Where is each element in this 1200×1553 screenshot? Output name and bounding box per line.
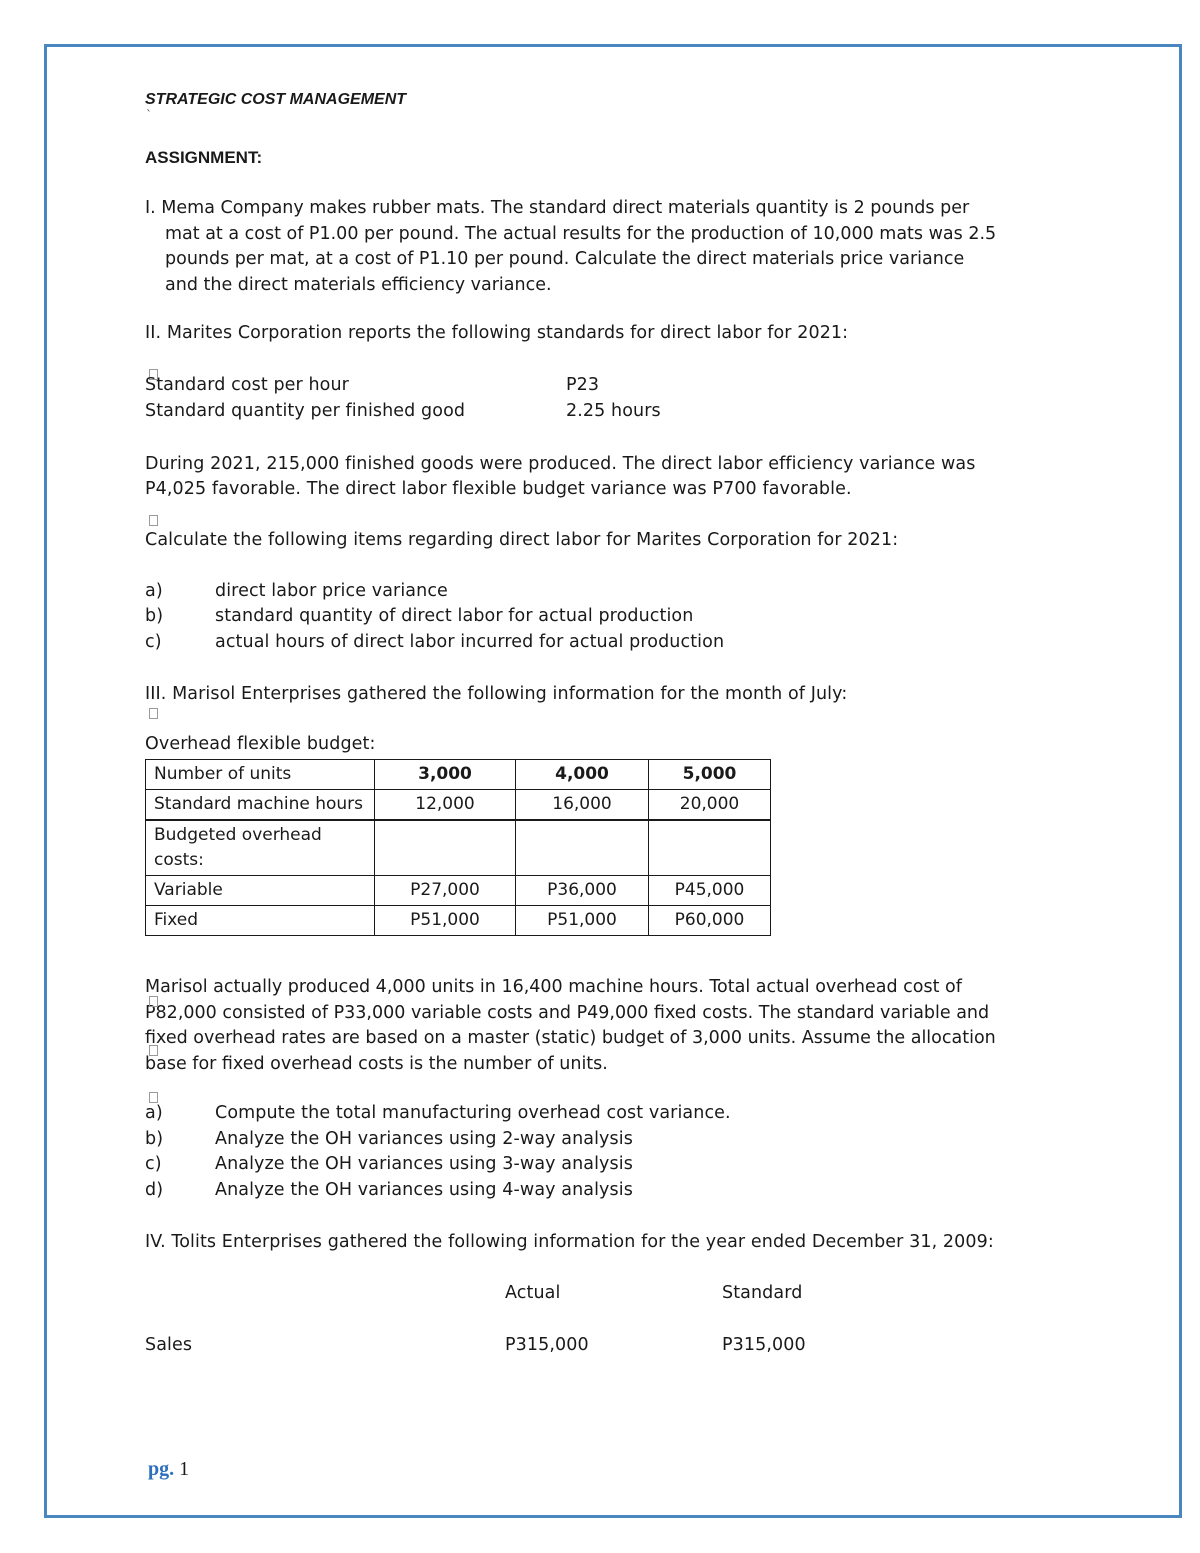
- table-cell: P51,000: [375, 906, 516, 936]
- row-label: Sales: [145, 1335, 193, 1355]
- table-cell: Variable: [146, 876, 375, 906]
- narrative-line: fixed overhead rates are based on a master (static) budget of 3,000 units. Assume the allocation: [145, 1028, 996, 1048]
- standard-value: 2.25 hours: [566, 401, 661, 421]
- problem-4-intro: IV. Tolits Enterprises gathered the following information for the year ended December 31, 2009:: [145, 1232, 994, 1252]
- table-cell: Fixed: [146, 906, 375, 936]
- problem-1-line: and the direct materials efficiency variance.: [165, 274, 552, 295]
- standard-value: P23: [566, 375, 600, 395]
- table-cell: P51,000: [516, 906, 649, 936]
- table-row: [146, 876, 771, 906]
- course-title: STRATEGIC COST MANAGEMENT: [145, 91, 407, 108]
- placeholder-box-icon: [149, 708, 158, 719]
- placeholder-box-icon: [149, 996, 158, 1007]
- table-cell: P27,000: [375, 876, 516, 906]
- placeholder-box-icon: [149, 515, 158, 526]
- narrative-line: Marisol actually produced 4,000 units in 16,400 machine hours. Total actual overhead cost of: [145, 977, 962, 997]
- table-cell: P45,000: [649, 876, 771, 906]
- table-caption: Overhead flexible budget:: [145, 734, 376, 754]
- page-footer: [148, 1458, 189, 1481]
- item-letter: c): [145, 632, 162, 652]
- table-cell: [649, 820, 771, 876]
- problem-1-line: mat at a cost of P1.00 per pound. The actual results for the production of 10,000 mats was 2.5: [165, 223, 997, 244]
- problem-1: [145, 196, 1065, 298]
- table-cell: 3,000: [375, 760, 516, 790]
- table-cell: Standard machine hours: [146, 790, 375, 821]
- item-letter: c): [145, 1154, 162, 1174]
- standard-label: Standard cost per hour: [145, 375, 349, 395]
- table-cell: 4,000: [516, 760, 649, 790]
- problem-3-narrative: [145, 975, 1105, 1077]
- item-letter: d): [145, 1180, 164, 1200]
- overhead-budget-table: [145, 759, 771, 936]
- table-cell: [516, 820, 649, 876]
- table-cell: 5,000: [649, 760, 771, 790]
- table-cell: Budgeted overhead costs:: [146, 820, 375, 876]
- page-label: pg.: [148, 1458, 175, 1480]
- problem-2-during-line: During 2021, 215,000 finished goods were produced. The direct labor efficiency variance was: [145, 454, 976, 474]
- page-number: 1: [179, 1458, 190, 1480]
- problem-2-during-line: P4,025 favorable. The direct labor flexible budget variance was P700 favorable.: [145, 479, 852, 499]
- table-cell: [375, 820, 516, 876]
- stray-mark: `: [146, 108, 152, 122]
- problem-1-line: pounds per mat, at a cost of P1.10 per pound. Calculate the direct materials price variance: [165, 249, 965, 269]
- table-row: [146, 760, 771, 790]
- item-text: actual hours of direct labor incurred for actual production: [215, 632, 725, 652]
- narrative-line: base for fixed overhead costs is the number of units.: [145, 1053, 608, 1074]
- item-text: Analyze the OH variances using 3-way analysis: [215, 1154, 633, 1174]
- table-cell: P60,000: [649, 906, 771, 936]
- table-cell: 12,000: [375, 790, 516, 821]
- table-row: [146, 820, 771, 876]
- row-standard: P315,000: [722, 1335, 806, 1355]
- item-text: standard quantity of direct labor for actual production: [215, 606, 694, 626]
- item-letter: b): [145, 1129, 164, 1149]
- table-cell: P36,000: [516, 876, 649, 906]
- table-cell: 20,000: [649, 790, 771, 821]
- item-text: Analyze the OH variances using 2-way analysis: [215, 1129, 633, 1149]
- problem-1-line: I. Mema Company makes rubber mats. The standard direct materials quantity is 2 pounds per: [145, 198, 970, 218]
- row-actual: P315,000: [505, 1335, 589, 1355]
- placeholder-box-icon: [149, 1045, 158, 1056]
- item-letter: b): [145, 606, 164, 626]
- problem-3-intro: III. Marisol Enterprises gathered the following information for the month of July:: [145, 684, 848, 704]
- item-text: direct labor price variance: [215, 581, 448, 601]
- standard-label: Standard quantity per finished good: [145, 401, 466, 421]
- table-row: [146, 790, 771, 821]
- table-cell: 16,000: [516, 790, 649, 821]
- table-row: [146, 906, 771, 936]
- column-header-actual: Actual: [505, 1283, 561, 1303]
- narrative-line: P82,000 consisted of P33,000 variable costs and P49,000 fixed costs. The standard variable and: [145, 1002, 990, 1023]
- assignment-heading: ASSIGNMENT:: [145, 148, 263, 167]
- item-text: Compute the total manufacturing overhead cost variance.: [215, 1103, 731, 1123]
- item-letter: a): [145, 581, 163, 601]
- item-text: Analyze the OH variances using 4-way analysis: [215, 1180, 633, 1200]
- table-cell: Number of units: [146, 760, 375, 790]
- item-letter: a): [145, 1103, 163, 1123]
- problem-2-calculate: Calculate the following items regarding direct labor for Marites Corporation for 2021:: [145, 530, 899, 550]
- placeholder-box-icon: [149, 1092, 158, 1103]
- column-header-standard: Standard: [722, 1283, 803, 1303]
- problem-2-intro: II. Marites Corporation reports the following standards for direct labor for 2021:: [145, 323, 849, 343]
